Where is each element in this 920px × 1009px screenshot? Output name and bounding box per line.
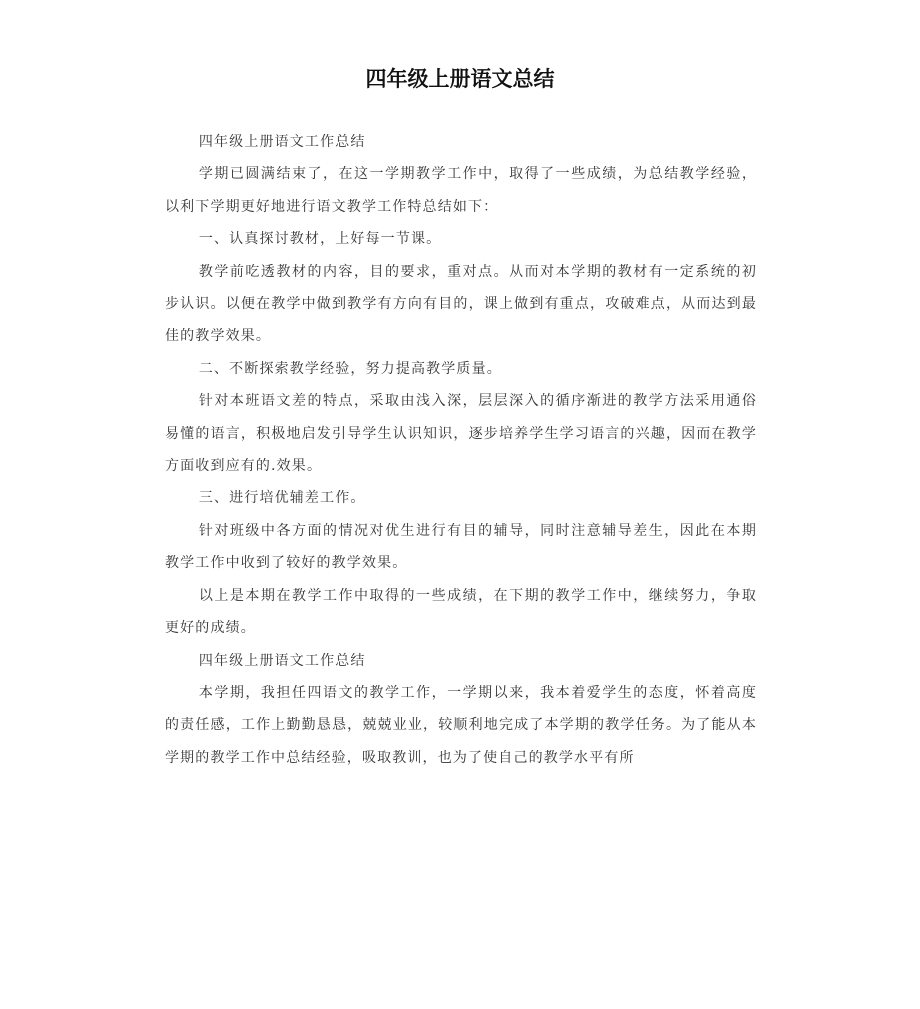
paragraph: 本学期，我担任四语文的教学工作，一学期以来，我本着爱学生的态度，怀着高度的责任感，工作上勤勤恳恳，兢兢业业，较顺利地完成了本学期的教学任务。为了能从本学期的教学工作中总结经验，吸取教训，也为了使自己的教学水平有所 (165, 684, 757, 766)
paragraph: 学期已圆满结束了，在这一学期教学工作中，取得了一些成绩，为总结教学经验，以利下学期更好地进行语文教学工作特总结如下： (165, 166, 757, 215)
paragraph: 教学前吃透教材的内容，目的要求，重对点。从而对本学期的教材有一定系统的初步认识。以便在教学中做到教学有方向有目的，课上做到有重点，攻破难点，从而达到最佳的教学效果。 (165, 263, 757, 345)
paragraph: 针对本班语文差的特点，采取由浅入深，层层深入的循序渐进的教学方法采用通俗易懂的语言，积极地启发引导学生认识知识，逐步培养学生学习语言的兴趣，因而在教学方面收到应有的.效果。 (165, 393, 757, 475)
subheading: 三、进行培优辅差工作。 (198, 490, 366, 507)
document-title: 四年级上册语文总结 (365, 67, 555, 91)
document-body (165, 126, 757, 774)
paragraph: 针对班级中各方面的情况对优生进行有目的辅导，同时注意辅导差生，因此在本期教学工作中收到了较好的教学效果。 (165, 522, 757, 572)
section-heading: 四年级上册语文工作总结 (198, 652, 366, 669)
section-heading: 四年级上册语文工作总结 (198, 134, 366, 150)
subheading: 二、不断探索教学经验，努力提高教学质量。 (198, 360, 502, 377)
subheading: 一、认真探讨教材，上好每一节课。 (198, 231, 442, 248)
paragraph: 以上是本期在教学工作中取得的一些成绩，在下期的教学工作中，继续努力，争取更好的成绩。 (165, 587, 757, 637)
